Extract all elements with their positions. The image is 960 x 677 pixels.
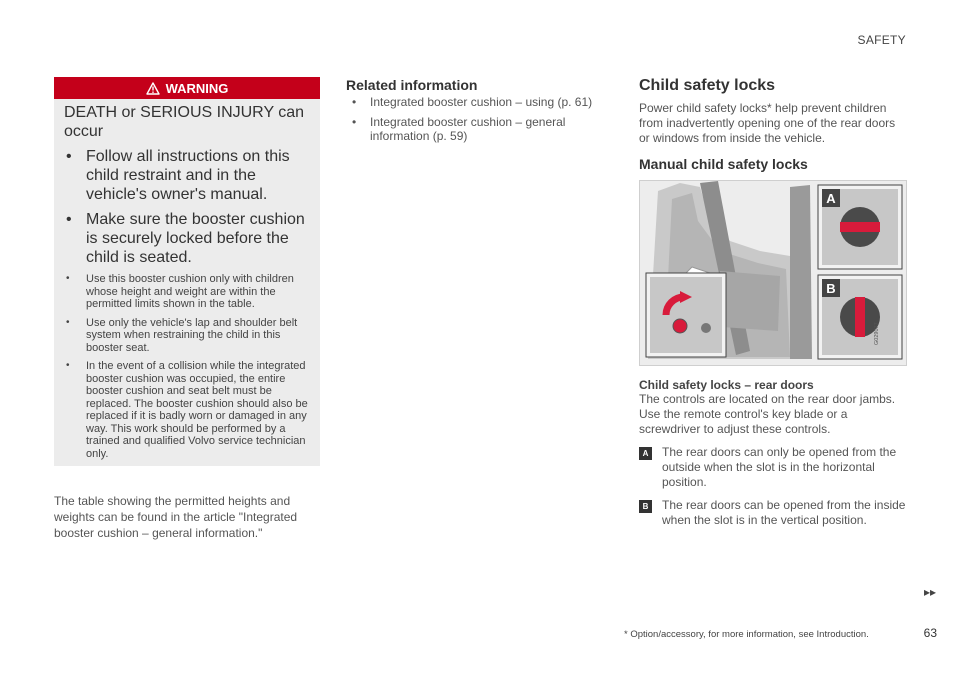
- list-item: • In the event of a collision while the integrated booster cushion was occupied, the entire booster cushion and seat belt must be replaced. The booster cushion should also be replaced if it is badly worn or damaged in any way. This work should be performed by a trained and qualified Volvo service technician only.: [64, 360, 310, 460]
- continue-arrows-icon: ▸▸: [923, 585, 936, 599]
- warning-label: WARNING: [165, 80, 229, 96]
- callout-text: The rear doors can be opened from the inside when the slot is in the vertical position.: [662, 498, 906, 527]
- section-header: SAFETY: [857, 33, 906, 47]
- warning-box: [54, 77, 320, 466]
- warning-triangle-icon: [146, 82, 160, 95]
- manual-locks-heading: Manual child safety locks: [639, 156, 808, 172]
- warning-primary-list: [64, 147, 310, 267]
- list-item: • Use only the vehicle's lap and shoulder belt system when restraining the child in this booster seat.: [64, 317, 310, 355]
- booster-table-note: The table showing the permitted heights and weights can be found in the article "Integrated booster cushion – general information.": [54, 494, 298, 540]
- related-link[interactable]: • Integrated booster cushion – general information (p. 59): [346, 115, 608, 143]
- list-item: • Use this booster cushion only with children whose height and weight are within the permitted limits shown in the table.: [64, 273, 310, 311]
- child-locks-section: [639, 77, 907, 536]
- list-item: • Follow all instructions on this child restraint and in the vehicle's owner's manual.: [64, 147, 310, 204]
- child-lock-illustration: [639, 180, 907, 366]
- footnote: * Option/accessory, for more information, see Introduction.: [624, 629, 869, 640]
- figure-code: G029077: [874, 322, 880, 345]
- callout-a-label: A: [822, 189, 840, 207]
- warning-secondary-list: [64, 273, 310, 460]
- rear-doors-heading: Child safety locks – rear doors: [639, 378, 814, 392]
- related-information: [346, 77, 608, 149]
- related-link[interactable]: • Integrated booster cushion – using (p. 61): [346, 95, 608, 109]
- warning-title: DEATH or SERIOUS INJURY can occur: [64, 104, 305, 140]
- callout-b-label: B: [822, 279, 840, 297]
- callout-entry-b: [639, 498, 907, 528]
- warning-header: [54, 77, 320, 99]
- section-title: Child safety locks: [639, 77, 776, 94]
- page-number: 63: [923, 626, 937, 640]
- callout-entry-a: [639, 445, 907, 490]
- callout-badge: A: [639, 447, 652, 460]
- callout-text: The rear doors can only be opened from the outside when the slot is in the horizontal position.: [662, 445, 897, 489]
- list-item: • Make sure the booster cushion is securely locked before the child is seated.: [64, 210, 310, 267]
- rear-doors-description: The controls are located on the rear door jambs. Use the remote control's key blade or a screwdriver to adjust these controls.: [639, 392, 896, 436]
- related-heading: Related information: [346, 77, 478, 93]
- callout-badge: B: [639, 500, 652, 513]
- intro-paragraph: Power child safety locks* help prevent children from inadvertently opening one of the rear doors or windows from inside the vehicle.: [639, 101, 896, 145]
